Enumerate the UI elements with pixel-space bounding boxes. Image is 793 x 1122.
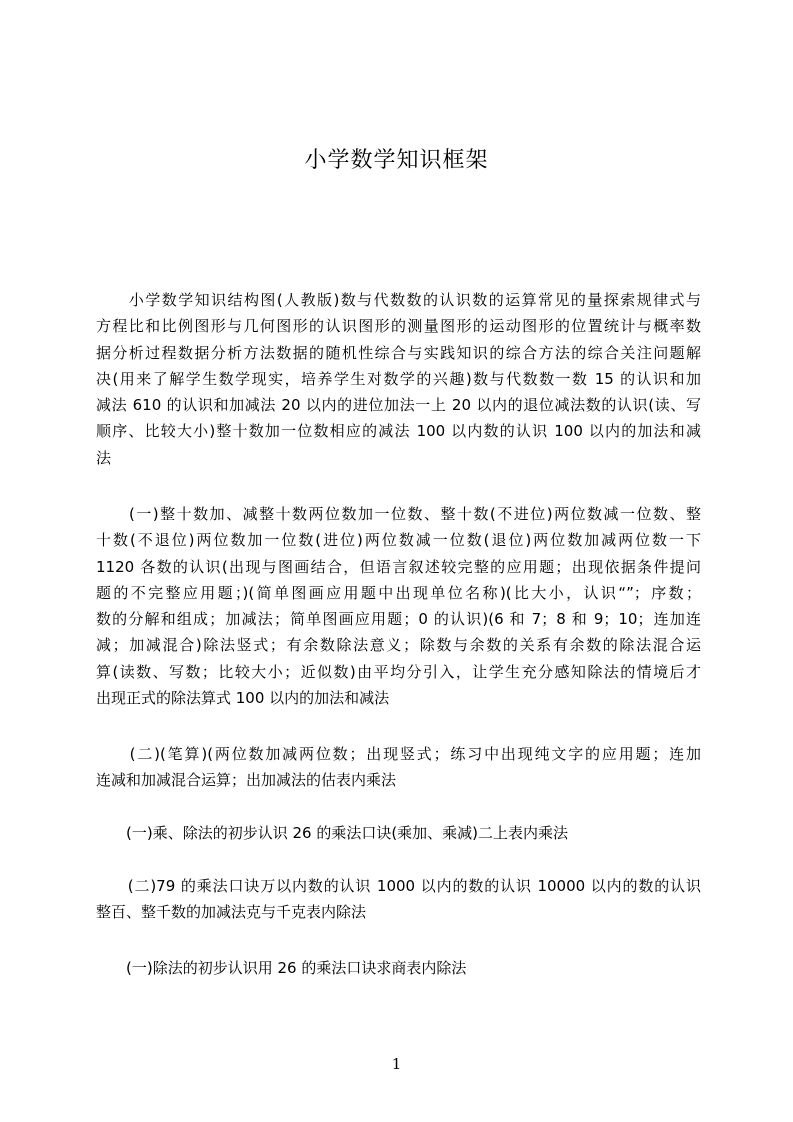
paragraph-4 xyxy=(96,820,701,846)
text-line: 减；加减混合)除法竖式；有余数除法意义；除数与余数的关系有余数的除法混合运 xyxy=(96,636,701,655)
text-line: 法 xyxy=(96,448,112,467)
text-line: (一)整十数加、减整十数两位数加一位数、整十数(不进位)两位数减一位数、整 xyxy=(96,505,701,523)
text-line: 据分析过程数据分析方法数据的随机性综合与实践知识的综合方法的综合关注问题解 xyxy=(96,343,701,362)
text-line: 出现正式的除法算式 100 以内的加法和减法 xyxy=(96,689,390,708)
text-line: (二)(笔算)(两位数加减两位数；出现竖式；练习中出现纯文字的应用题；连加 xyxy=(96,745,701,763)
paragraph-6 xyxy=(96,955,701,981)
text-line: 决(用来了解学生数学现实，培养学生对数学的兴趣)数与代数数一数 15 的认识和加 xyxy=(96,369,701,388)
text-line: 算(读数、写数；比较大小；近似数)由平均分引入，让学生充分感知除法的情境后才 xyxy=(96,662,701,681)
text-line: (二)79 的乘法口诀万以内数的认识 1000 以内的数的认识 10000 以内的数的认识 xyxy=(96,877,701,895)
text-line: (一)乘、除法的初步认识 26 的乘法口诀(乘加、乘减)二上表内乘法 xyxy=(96,824,569,842)
text-line: 十数(不退位)两位数加一位数(进位)两位数减一位数(退位)两位数加减两位数一下 xyxy=(96,531,701,550)
paragraph-3 xyxy=(96,741,701,794)
text-line: 题的不完整应用题；)(简单图画应用题中出现单位名称)(比大小，认识“”；序数； xyxy=(96,583,701,602)
paragraph-5 xyxy=(96,873,701,926)
text-line: 方程比和比例图形与几何图形的认识图形的测量图形的运动图形的位置统计与概率数 xyxy=(96,317,701,336)
paragraph-1 xyxy=(96,287,701,471)
paragraph-2 xyxy=(96,501,701,711)
text-line: 小学数学知识结构图(人教版)数与代数数的认识数的运算常见的量探索规律式与 xyxy=(96,291,701,309)
text-line: 整百、整千数的加减法克与千克表内除法 xyxy=(96,903,367,922)
page-number: 1 xyxy=(391,1055,402,1073)
text-line: (一)除法的初步认识用 26 的乘法口诀求商表内除法 xyxy=(96,959,467,977)
text-line: 1120 各数的认识(出现与图画结合，但语言叙述较完整的应用题；出现依据条件提问 xyxy=(96,557,701,576)
text-line: 连减和加减混合运算；出加减法的估表内乘法 xyxy=(96,771,397,790)
document-title: 小学数学知识框架 xyxy=(304,148,489,173)
text-line: 减法 610 的认识和加减法 20 以内的进位加法一上 20 以内的退位减法数的认识(读、写 xyxy=(96,396,701,415)
text-line: 数的分解和组成；加减法；简单图画应用题；0 的认识)(6 和 7；8 和 9；10；连加连 xyxy=(96,610,701,629)
text-line: 顺序、比较大小)整十数加一位数相应的减法 100 以内数的认识 100 以内的加法和减 xyxy=(96,422,701,441)
